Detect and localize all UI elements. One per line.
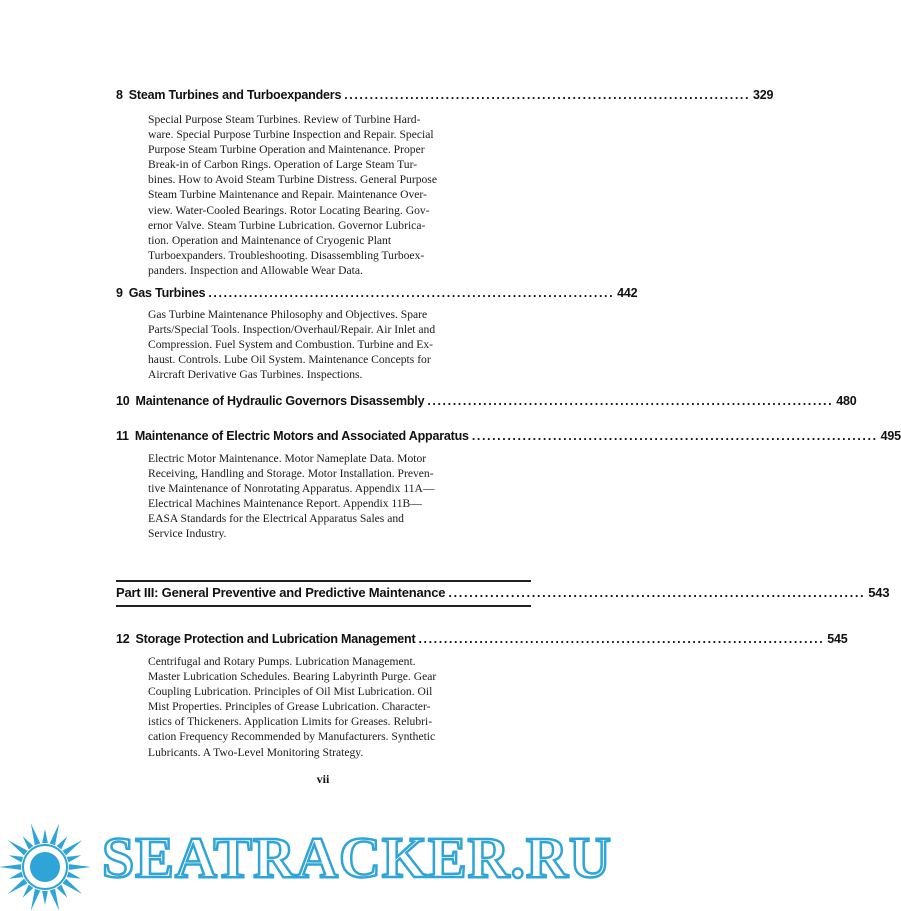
description-line: ernor Valve. Steam Turbine Lubrication. Governor Lubrica- xyxy=(148,218,426,232)
description-line: Centrifugal and Rotary Pumps. Lubrication Management. xyxy=(148,655,416,668)
chapter-page-number: 545 xyxy=(827,632,848,646)
chapter-page-number: 495 xyxy=(880,429,901,443)
sun-ray xyxy=(50,889,60,911)
description-line: Compression. Fuel System and Combustion. Turbine and Ex- xyxy=(148,338,434,352)
chapter-page-number: 442 xyxy=(617,286,638,300)
description-line: Parts/Special Tools. Inspection/Overhaul/Repair. Air Inlet and xyxy=(148,323,436,337)
dot-leader: ................................................................................ xyxy=(208,286,615,300)
description-line: Special Purpose Steam Turbines. Review of Turbine Hard- xyxy=(148,113,421,126)
chapter-title: Steam Turbines and Turboexpanders xyxy=(128,88,342,102)
description-line: view. Water-Cooled Bearings. Rotor Locating Bearing. Gov- xyxy=(148,203,430,217)
sun-ray xyxy=(42,891,48,905)
sun-ray xyxy=(57,885,68,898)
sun-ray xyxy=(8,840,28,855)
description-line: Turboexpanders. Troubleshooting. Disassembling Turboex- xyxy=(148,248,425,262)
sun-ray xyxy=(23,885,34,898)
sun-ray xyxy=(9,855,23,862)
description-line: tion. Operation and Maintenance of Cryogenic Plant xyxy=(148,233,392,247)
dot-leader: ................................................................................ xyxy=(427,394,834,408)
part-divider xyxy=(116,580,531,582)
chapter-description-ch12 xyxy=(148,654,480,760)
toc-entry-ch12[interactable] xyxy=(116,632,848,650)
chapter-description-ch11 xyxy=(148,451,480,542)
part-divider xyxy=(116,605,531,607)
sun-ray xyxy=(57,836,68,849)
description-line: Coupling Lubrication. Principles of Oil Mist Lubrication. Oil xyxy=(148,685,433,699)
page-folio: vii xyxy=(316,772,330,786)
chapter-title: Maintenance of Electric Motors and Associated Apparatus xyxy=(134,429,469,443)
chapter-number: 8 xyxy=(116,88,123,102)
toc-entry-ch11[interactable] xyxy=(116,429,901,447)
dot-leader: ................................................................................ xyxy=(418,632,825,646)
chapter-title: Storage Protection and Lubrication Management xyxy=(135,632,416,646)
description-line: Electrical Machines Maintenance Report. Appendix 11B— xyxy=(148,497,422,511)
description-line: Master Lubrication Schedules. Bearing Labyrinth Purge. Gear xyxy=(148,670,437,684)
dot-leader: ................................................................................ xyxy=(448,585,866,600)
description-line: Steam Turbine Maintenance and Repair. Maintenance Over- xyxy=(148,188,427,202)
description-line: Service Industry. xyxy=(148,527,227,541)
description-line: Electric Motor Maintenance. Motor Nameplate Data. Motor xyxy=(148,452,427,465)
description-line: Mist Properties. Principles of Grease Lubrication. Character- xyxy=(148,700,431,714)
chapter-number: 12 xyxy=(116,632,130,646)
description-line: Aircraft Derivative Gas Turbines. Inspections. xyxy=(148,368,363,382)
chapter-description-ch9 xyxy=(148,307,480,382)
sun-ray xyxy=(50,823,60,845)
chapter-title: Maintenance of Hydraulic Governors Disassembly xyxy=(135,394,425,408)
description-line: Lubricants. A Two-Level Monitoring Strategy. xyxy=(148,745,364,759)
toc-entry-ch8[interactable] xyxy=(116,88,774,106)
description-line: tive Maintenance of Nonrotating Apparatus. Appendix 11A— xyxy=(148,482,435,496)
dot-leader: ................................................................................ xyxy=(344,88,751,102)
sun-ray xyxy=(42,829,48,843)
description-line: Gas Turbine Maintenance Philosophy and Objectives. Spare xyxy=(148,308,428,321)
description-line: panders. Inspection and Allowable Wear Data. xyxy=(148,263,363,277)
description-line: bines. How to Avoid Steam Turbine Distress. General Purpose xyxy=(148,173,437,187)
chapter-number: 11 xyxy=(116,429,129,443)
description-line: istics of Thickeners. Application Limits for Greases. Relubri- xyxy=(148,715,433,729)
description-line: cation Frequency Recommended by Manufacturers. Synthetic xyxy=(148,730,436,744)
sun-ray xyxy=(23,836,34,849)
part-page-number: 543 xyxy=(868,585,890,600)
sun-ray xyxy=(9,872,23,879)
description-line: haust. Controls. Lube Oil System. Maintenance Concepts for xyxy=(148,353,431,367)
chapter-page-number: 480 xyxy=(836,394,857,408)
watermark-text: SEATRACKER.RU xyxy=(102,825,612,890)
chapter-page-number: 329 xyxy=(753,88,774,102)
sun-ray xyxy=(69,864,91,870)
chapter-number: 9 xyxy=(116,286,123,300)
chapter-description-ch8 xyxy=(148,112,480,278)
toc-entry-ch10[interactable] xyxy=(116,394,857,412)
sun-ray xyxy=(31,823,41,845)
sun-ray xyxy=(31,889,41,911)
description-line: Break-in of Carbon Rings. Operation of Large Steam Tur- xyxy=(148,158,418,172)
sun-ray xyxy=(67,855,81,862)
dot-leader: ................................................................................ xyxy=(471,429,878,443)
sun-ray xyxy=(8,879,28,894)
sun-ray xyxy=(67,872,81,879)
chapter-title: Gas Turbines xyxy=(128,286,206,300)
toc-entry-ch9[interactable] xyxy=(116,286,638,304)
chapter-number: 10 xyxy=(116,394,130,408)
toc-entry-part3[interactable] xyxy=(116,585,890,603)
description-line: ware. Special Purpose Turbine Inspection and Repair. Special xyxy=(148,128,434,142)
sun-ray xyxy=(0,864,21,870)
sun-ray xyxy=(63,879,83,894)
description-line: EASA Standards for the Electrical Apparatus Sales and xyxy=(148,512,404,526)
sun-ray xyxy=(63,840,83,855)
description-line: Receiving, Handling and Storage. Motor Installation. Preven- xyxy=(148,467,434,481)
part-title: Part III: General Preventive and Predictive Maintenance xyxy=(116,585,446,600)
description-line: Purpose Steam Turbine Operation and Maintenance. Proper xyxy=(148,143,425,157)
